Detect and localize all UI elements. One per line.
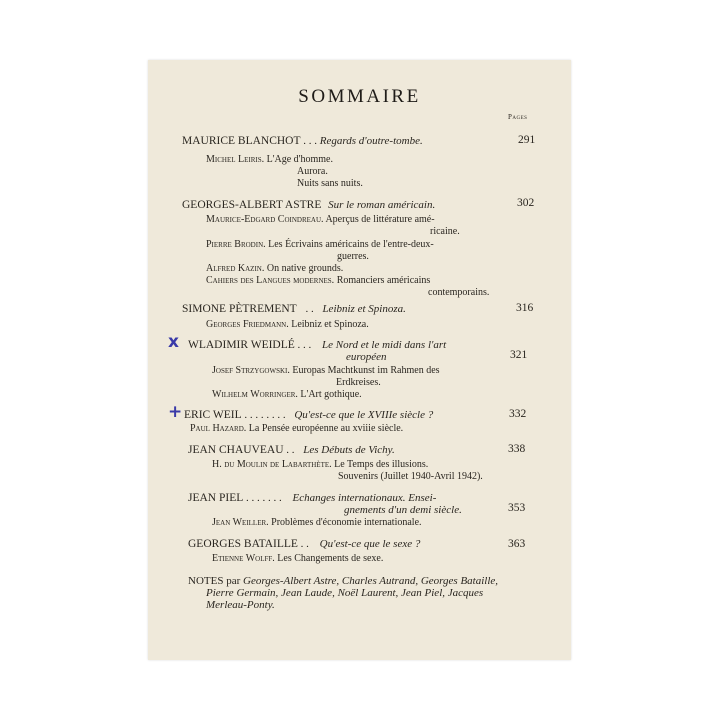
entry-work: Qu'est-ce que le sexe ? xyxy=(319,538,421,550)
sub-entry xyxy=(190,423,403,435)
sub-author: Pierre Brodin. xyxy=(206,239,266,250)
toc-entry xyxy=(188,339,446,351)
entry-work: Sur le roman américain. xyxy=(328,199,436,211)
entry-work: Leibniz et Spinoza. xyxy=(322,303,406,315)
sub-author: Cahiers des Langues modernes. xyxy=(206,275,335,286)
sub-entry: Nuits sans nuits. xyxy=(297,178,363,189)
sub-entry xyxy=(212,365,440,377)
entry-work-continued: européen xyxy=(346,351,387,363)
sub-entry xyxy=(206,319,369,331)
sub-author: Josef Strzygowski. xyxy=(212,365,290,376)
entry-page-number: 321 xyxy=(510,349,528,361)
book-page xyxy=(148,60,571,660)
sub-title: Les Changements de sexe. xyxy=(277,553,384,564)
entry-author: GEORGES BATAILLE xyxy=(188,538,298,550)
sub-entry: guerres. xyxy=(337,251,369,262)
entry-page-number: 363 xyxy=(508,538,526,550)
sub-title: Problèmes d'économie internationale. xyxy=(271,517,422,528)
sub-author: Georges Friedmann. xyxy=(206,319,289,330)
sub-entry: Souvenirs (Juillet 1940-Avril 1942). xyxy=(338,471,483,482)
entry-page-number: 316 xyxy=(516,302,534,314)
notes-authors: Georges-Albert Astre, Charles Autrand, Georges Bataille, xyxy=(243,575,499,587)
entry-author: WLADIMIR WEIDLÉ xyxy=(188,339,295,351)
sub-author: Jean Weiller. xyxy=(212,517,269,528)
sub-author: Michel Leiris. xyxy=(206,154,265,165)
handwritten-plus-mark: + xyxy=(168,402,183,422)
sub-author: Alfred Kazin. xyxy=(206,263,265,274)
sub-entry xyxy=(206,214,435,226)
sub-entry xyxy=(206,275,430,287)
sub-author: H. du Moulin de Labarthète. xyxy=(212,459,332,470)
pages-column-label: Pages xyxy=(508,113,528,121)
toc-entry xyxy=(188,444,395,456)
entry-page-number: 291 xyxy=(518,134,536,146)
notes-line: Merleau-Ponty. xyxy=(206,599,275,611)
sub-title: Romanciers américains xyxy=(336,275,431,286)
sub-entry xyxy=(212,517,422,529)
sub-title: Leibniz et Spinoza. xyxy=(291,319,369,330)
toc-entry xyxy=(182,303,406,315)
sub-title: L'Art gothique. xyxy=(300,389,362,400)
sub-title: L'Age d'homme. xyxy=(266,154,333,165)
page-title: SOMMAIRE xyxy=(298,86,421,107)
entry-page-number: 353 xyxy=(508,502,526,514)
entry-author: GEORGES-ALBERT ASTRE xyxy=(182,199,322,211)
sub-entry: Aurora. xyxy=(297,166,328,177)
handwritten-x-mark: x xyxy=(168,332,179,352)
entry-page-number: 332 xyxy=(509,408,527,420)
entry-leader: . . . . . . . . xyxy=(244,409,286,421)
sub-title: Aperçus de littérature amé- xyxy=(325,214,435,225)
sub-title: Les Écrivains américains de l'entre-deux- xyxy=(268,239,434,250)
sub-author: Etienne Wolff. xyxy=(212,553,275,564)
sub-entry: Erdkreises. xyxy=(336,377,381,388)
sub-entry xyxy=(206,154,333,166)
sub-entry xyxy=(206,239,434,251)
toc-entry xyxy=(188,538,420,550)
entry-work-continued: gnements d'un demi siècle. xyxy=(344,504,462,516)
entry-work: Les Débuts de Vichy. xyxy=(303,444,395,456)
toc-entry xyxy=(188,492,436,504)
sub-entry: ricaine. xyxy=(430,226,460,237)
notes-line xyxy=(188,575,498,587)
entry-author: SIMONE PÈTREMENT xyxy=(182,303,297,315)
entry-author: JEAN CHAUVEAU xyxy=(188,444,284,456)
sub-title: Le Temps des illusions. xyxy=(334,459,429,470)
sub-title: La Pensée européenne au xviiie siècle. xyxy=(248,423,404,434)
sub-author: Wilhelm Worringer. xyxy=(212,389,298,400)
sub-entry: contemporains. xyxy=(428,287,490,298)
sub-author: Maurice-Edgard Coindreau. xyxy=(206,214,324,225)
entry-leader: . . xyxy=(300,538,309,550)
toc-entry xyxy=(184,409,433,421)
entry-leader: . . . . . . . xyxy=(246,492,282,504)
sub-title: On native grounds. xyxy=(266,263,344,274)
entry-work: Le Nord et le midi dans l'art xyxy=(322,339,447,351)
entry-page-number: 302 xyxy=(517,197,535,209)
sub-entry xyxy=(212,459,428,471)
entry-page-number: 338 xyxy=(508,443,526,455)
notes-label: NOTES par xyxy=(188,575,241,587)
entry-author: ERIC WEIL xyxy=(184,409,242,421)
entry-leader: . . . xyxy=(297,339,312,351)
entry-work: Regards d'outre-tombe. xyxy=(319,135,423,147)
entry-leader: . . xyxy=(286,444,295,456)
toc-entry xyxy=(182,135,423,147)
entry-work: Qu'est-ce que le XVIIIe siècle ? xyxy=(294,409,434,421)
entry-work: Echanges internationaux. Ensei- xyxy=(292,492,437,504)
toc-entry xyxy=(182,199,435,211)
entry-author: MAURICE BLANCHOT xyxy=(182,135,301,147)
entry-author: JEAN PIEL xyxy=(188,492,244,504)
entry-leader: . . . xyxy=(303,135,318,147)
sub-entry xyxy=(212,553,383,565)
entry-leader: . . xyxy=(305,303,314,315)
sub-title: Europas Machtkunst im Rahmen des xyxy=(292,365,440,376)
sub-author: Paul Hazard. xyxy=(190,423,247,434)
sub-entry xyxy=(212,389,362,401)
sub-entry xyxy=(206,263,343,275)
notes-line: Pierre Germain, Jean Laude, Noël Laurent, Jean Piel, Jacques xyxy=(206,587,484,599)
